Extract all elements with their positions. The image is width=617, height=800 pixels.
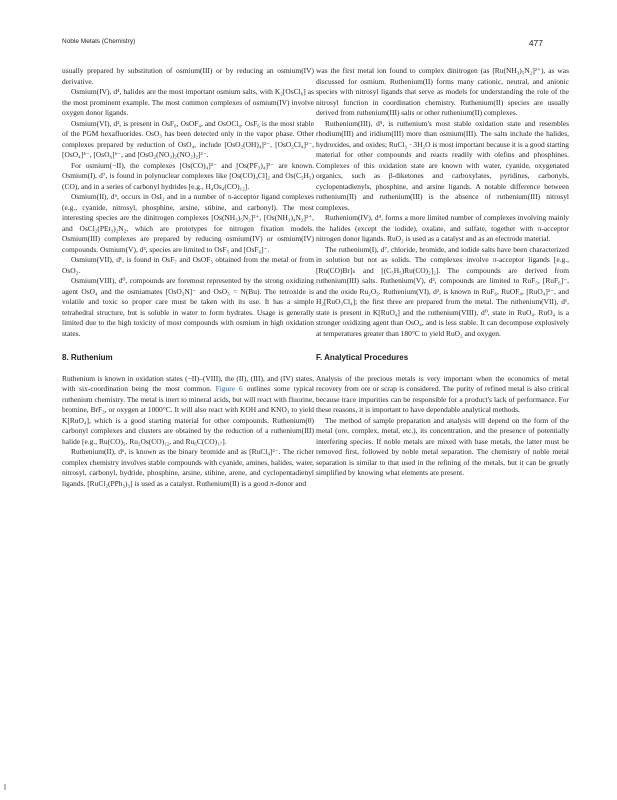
section-heading-ruthenium: 8. Ruthenium xyxy=(62,353,113,362)
section-heading-analytical-procedures: F. Analytical Procedures xyxy=(316,353,409,362)
paragraph: usually prepared by substitution of osmium(III) or by reducing an osmium(IV) derivative. xyxy=(62,66,314,86)
paragraph: The ruthenium(I), d⁷, chloride, bromide, and iodide salts have been characterized in solution but not as solids. The complexes involve π-acceptor ligands [e.g., [Ru(CO)Br]ₙ and [(C₅H₅)Ru(CO)₂]₂]. The compounds are derived from ruthenium(III) salts. Ruthenium(V), d³, compounds are limited to RuF₅, [RuF₆]⁻, and the oxide Ru₂O₅. Ruthenium(VI), d², is known in RuF₆, RuOF₄, [RuO₄]²⁻, and H₂[RuO₃Cl₄]; the first three are prepared from the metal. The ruthenium(VII), d¹, state is present in K[RuO₄] and the ruthenium(VIII), d⁰, state in RuO₄. RuO₄ is a stronger oxidizing agent than OsO₄, and is less stable. It can decompose explosively at temperatures greater than 180°C to yield RuO₂ and oxygen. xyxy=(316,244,569,338)
left-column xyxy=(62,66,314,489)
paragraph: Ruthenium(III), d⁵, is ruthenium's most stable oxidation state and resembles rhodium(III) and iridium(III) more than osmium(III). The salts include the halides, hydroxides, and oxides; RuCl₃ · 3H₂O is most important because it is a good starting material for other compounds and reacts readily with olefins and phosphines. Complexes of this oxidation state are known with water, cyanide, oxygenated organics, such as β-diketones and carboxylates, pyridines, carbonyls, cyclopentadienyls, phosphine, and arsine ligands. A notable difference between ruthenium(II) and ruthenium(III) is the absence of ruthenium(III) nitrosyl complexes. xyxy=(316,118,569,212)
paragraph: For osmium(−II), the complexes [Os(CO)₄]²⁻ and [Os(PF₃)₄]²⁻ are known. Osmium(I), d⁷, is found in polynuclear complexes like [Os(CO)₄Cl]₂ and Os(C₅H₅)(CO), and in a series of carbonyl hydrides [e.g., H₄Os₄(CO)₁₂]. xyxy=(62,160,314,191)
paragraph: Analysis of the precious metals is very important when the economics of metal recovery from ore or scrap is considered. The purity of refined metal is also critical because trace impurities can be responsible for a product's lack of performance. For these reasons, it is important to have dependable analytical methods. xyxy=(316,373,569,414)
paragraph: Osmium(VIII), d⁰, compounds are foremost represented by the strong oxidizing agent OsO₄ and the osmiamates [OsO₃N]⁻ and OsO₃ = N(Bu). The tetroxide is volatile and toxic so proper care must be taken with its use. It has a simple tetrahedral structure, but is soluble in water to form hydrates. Usage is generally limited due to the high toxicity of most compounds with osmium in high oxidation states. xyxy=(62,276,314,338)
figure-6-link[interactable]: Figure 6 xyxy=(215,384,243,393)
paragraph: Ruthenium(II), d⁶, is known as the binary bromide and as [RuCl₄]²⁻. The richer complex chemistry involves stable compounds with cyanide, amines, halides, water, nitrosyl, carbonyl, hydride, phosphine, arsine, stibine, arene, and cyclopentadienyl ligands. [RuCl₂(PPh₃)₃] is used as a catalyst. Ruthenium(II) is a good π-donor and xyxy=(62,447,314,488)
paragraph: Ruthenium(IV), d⁴, forms a more limited number of complexes involving mainly the halides (except the iodide), oxalate, and sulfate, together with π-acceptor nitrogen donor ligands. RuO₂ is used as a catalyst and as an electrode material. xyxy=(316,213,569,243)
paragraph: Osmium(II), d⁶, occurs in OsI₂ and in a number of π-acceptor ligand complexes (e.g., cyanide, nitrosyl, phosphine, arsine, stibine, and carbonyl). The most interesting species are the dinitrogen complexes [Os(NH₃)₅N₂]²⁺, [Os(NH₃)₄N₂]²⁺, and OsCl₂(PEt₃)₂N₂, which are prototypes for nitrogen fixation models. Osmium(III) complexes are prepared by reducing osmium(IV) or osmium(IV) compounds. Osmium(V), d³, species are limited to OsF₅ and [OsF₆]⁻. xyxy=(62,192,314,254)
scan-edge-mark xyxy=(4,784,6,790)
paragraph: Osmium(VI), d², is present in OsF₆, OsOF₄, and OsOCl₄. OsF₆ is the most stable of the PGM hexafluorides. OsO₃ has been detected only in the vapor phase. Other complexes prepared by reduction of OsO₄, include [OsO₂(OH)₄]²⁻, [OsO₂Cl₄]²⁻, [OsO₄]⁴⁻, [OsO₆]⁶⁻, and [OsO₂(NO₃)₂(NO₂)₂]²⁻. xyxy=(62,118,314,159)
paragraph: Osmium(IV), d⁴, halides are the most important osmium salts, with K₂[OsCl₆] as the most prominent example. The most common complexes of osmium(IV) involve oxygen donor ligands. xyxy=(62,87,314,117)
right-column xyxy=(316,66,569,479)
paragraph: Osmium(VII), d¹, is found in OsF₇ and OsOF₅ obtained from the metal or from OsO₂. xyxy=(62,255,314,275)
text-run: Ruthenium is known in oxidation states (−II)–(VIII), the (II), (III), and (IV) states, with six-coordination being the most common. xyxy=(62,373,314,393)
paragraph xyxy=(62,374,314,448)
running-title: Noble Metals (Chemistry) xyxy=(62,38,136,45)
paragraph: was the first metal ion found to complex dinitrogen (as [Ru(NH₃)₅N₂]²⁺), as was discussed for osmium. Ruthenium(II) forms many cationic, neutral, and anionic species with nitrosyl ligands that serve as models for understanding the role of the nitrosyl function in coordination chemistry. Ruthenium(II) species are usually derived from ruthenium(III) salts or other ruthenium(II) complexes. xyxy=(316,66,569,117)
paragraph: The method of sample preparation and analysis will depend on the form of the metal (ore, complex, metal, etc.), its concentration, and the presence of potentially interfering species. If noble metals are mixed with base metals, the latter must be removed first, followed by noble metal separation. The chemistry of noble metal separation is similar to that used in the refining of the metals, but it can be greatly simplified by knowing what elements are present. xyxy=(316,415,569,477)
page-number: 477 xyxy=(528,38,543,48)
text-run: outlines some typical ruthenium chemistry. The metal is inert to mineral acids, but will react with fluorine, bromine, BrF₃, or oxygen at 1000°C. It will also react with KOH and KNO₃ to yield K[RuO₄], which is a good starting material for other compounds. Ruthenium(0) carbonyl complexes and clusters are obtained by the reduction of a ruthenium(III) halide [e.g., Ru(CO)₅, Ru₂Os(CO)₁₂, and Ru₆C(CO)₁₇]. xyxy=(62,384,315,446)
